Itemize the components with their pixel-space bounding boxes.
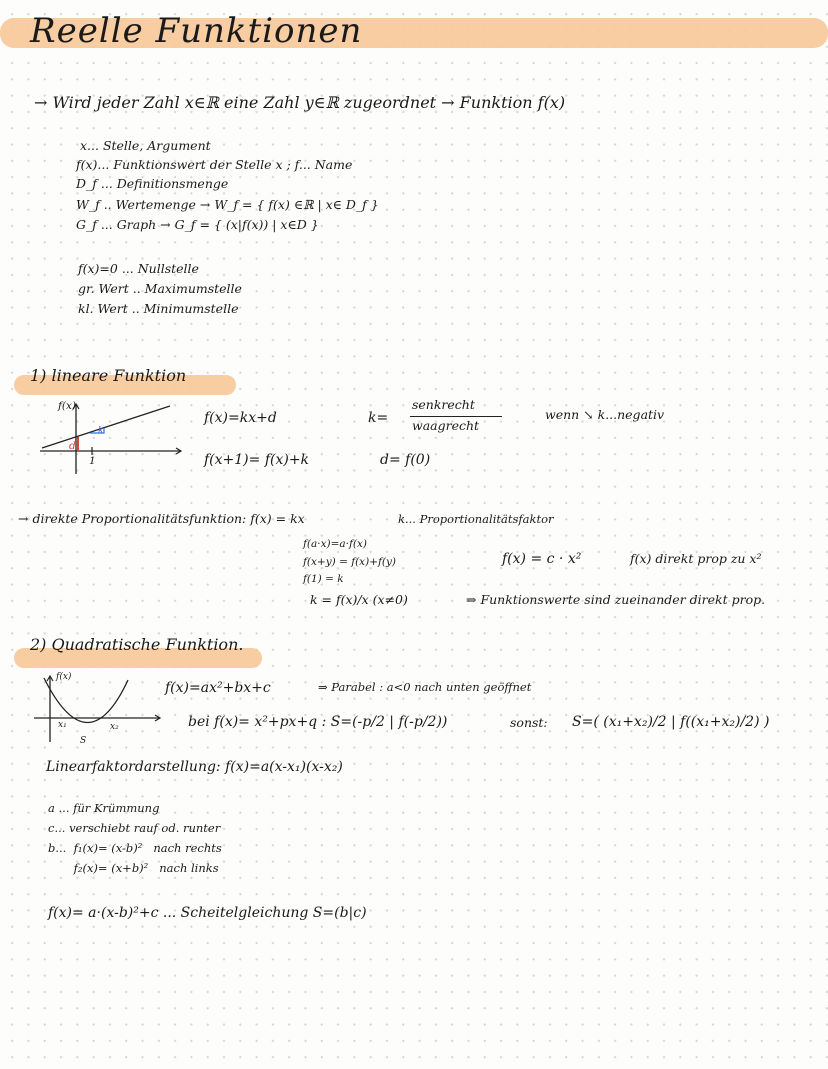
linear-formula: f(x)=kx+d [204,410,277,426]
section1-heading: 1) lineare Funktion [30,366,187,385]
page-title: Reelle Funktionen [30,11,363,51]
root-label-x2: x₂ [110,722,119,732]
parabola-sketch [30,672,166,748]
vertex-form: f(x)= a·(x-b)²+c ... Scheitelgleichung S=(b|c) [48,905,367,921]
graph-axis-label: f(x) [56,672,72,682]
linear-shift-formula: f(x+1)= f(x)+k [204,452,310,468]
k-numerator: senkrecht [412,397,475,412]
parameter-line: c... verschiebt rauf od. runter [48,821,221,835]
section2-heading: 2) Quadratische Funktion. [30,635,244,654]
quadratic-proportional: f(x) = c · x² [502,551,582,567]
negative-slope-note: wenn ↘ k...negativ [545,407,665,422]
extrema-line: kl. Wert .. Minimumstelle [78,301,239,316]
proportional-conclusion: ⇒ Funktionswerte sind zueinander direkt prop. [466,592,766,607]
graph-axis-label: f(x) [58,400,77,412]
vertex-label: S [80,736,87,746]
linear-graph-line [42,406,170,448]
definition-line: W_f .. Wertemenge → W_f = { f(x) ∈ℝ | x∈ D_f } [76,197,379,212]
proportional-factor: k... Proportionalitätsfaktor [398,512,554,526]
definition-line: D_f ... Definitionsmenge [76,176,229,191]
quadratic-proportional-note: f(x) direkt prop zu x² [630,551,762,566]
parameter-line: b... f₁(x)= (x-b)² nach rechts [48,841,222,855]
parabola-curve [44,678,128,723]
tick-label: 1 [89,455,96,467]
definition-line: G_f ... Graph → G_f = { (x|f(x)) | x∈D } [76,217,319,232]
definition-line: f(x)... Funktionswert der Stelle x ; f... Name [76,157,353,172]
parameter-line: a ... für Krümmung [48,801,160,815]
vertex-pq-formula: bei f(x)= x²+px+q : S=(-p/2 | f(-p/2)) [188,714,448,730]
fraction-bar [410,416,502,417]
parameter-line: f₂(x)= (x+b)² nach links [48,861,219,875]
k-denominator: waagrecht [412,418,480,433]
linear-factor-form: Linearfaktordarstellung: f(x)=a(x-x₁)(x-x₂) [46,759,343,775]
proportional-ratio: k = f(x)/x (x≠0) [310,592,408,607]
slope-label: k [98,426,104,436]
extrema-line: gr. Wert .. Maximumstelle [78,281,242,296]
definition-line: x... Stelle, Argument [80,138,211,153]
extrema-line: f(x)=0 ... Nullstelle [78,261,199,276]
proportional-rule: f(a·x)=a·f(x) [303,538,367,550]
vertex-other-label: sonst: [510,715,548,730]
d-label: d [69,440,76,452]
proportional-rule: f(x+y) = f(x)+f(y) [303,556,397,568]
proportional-heading: → direkte Proportionalitätsfunktion: f(x) = kx [18,511,305,526]
intro-line: → Wird jeder Zahl x∈ℝ eine Zahl y∈ℝ zugeordnet → Funktion f(x) [34,93,566,112]
d-formula: d= f(0) [380,452,431,468]
proportional-rule: f(1) = k [303,573,344,585]
quadratic-general-form: f(x)=ax²+bx+c [165,680,271,696]
root-label-x1: x₁ [58,720,67,730]
vertex-other-formula: S=( (x₁+x₂)/2 | f((x₁+x₂)/2) ) [572,714,770,730]
k-equals: k= [368,410,389,426]
parabola-note: ⇒ Parabel : a<0 nach unten geöffnet [318,680,532,694]
